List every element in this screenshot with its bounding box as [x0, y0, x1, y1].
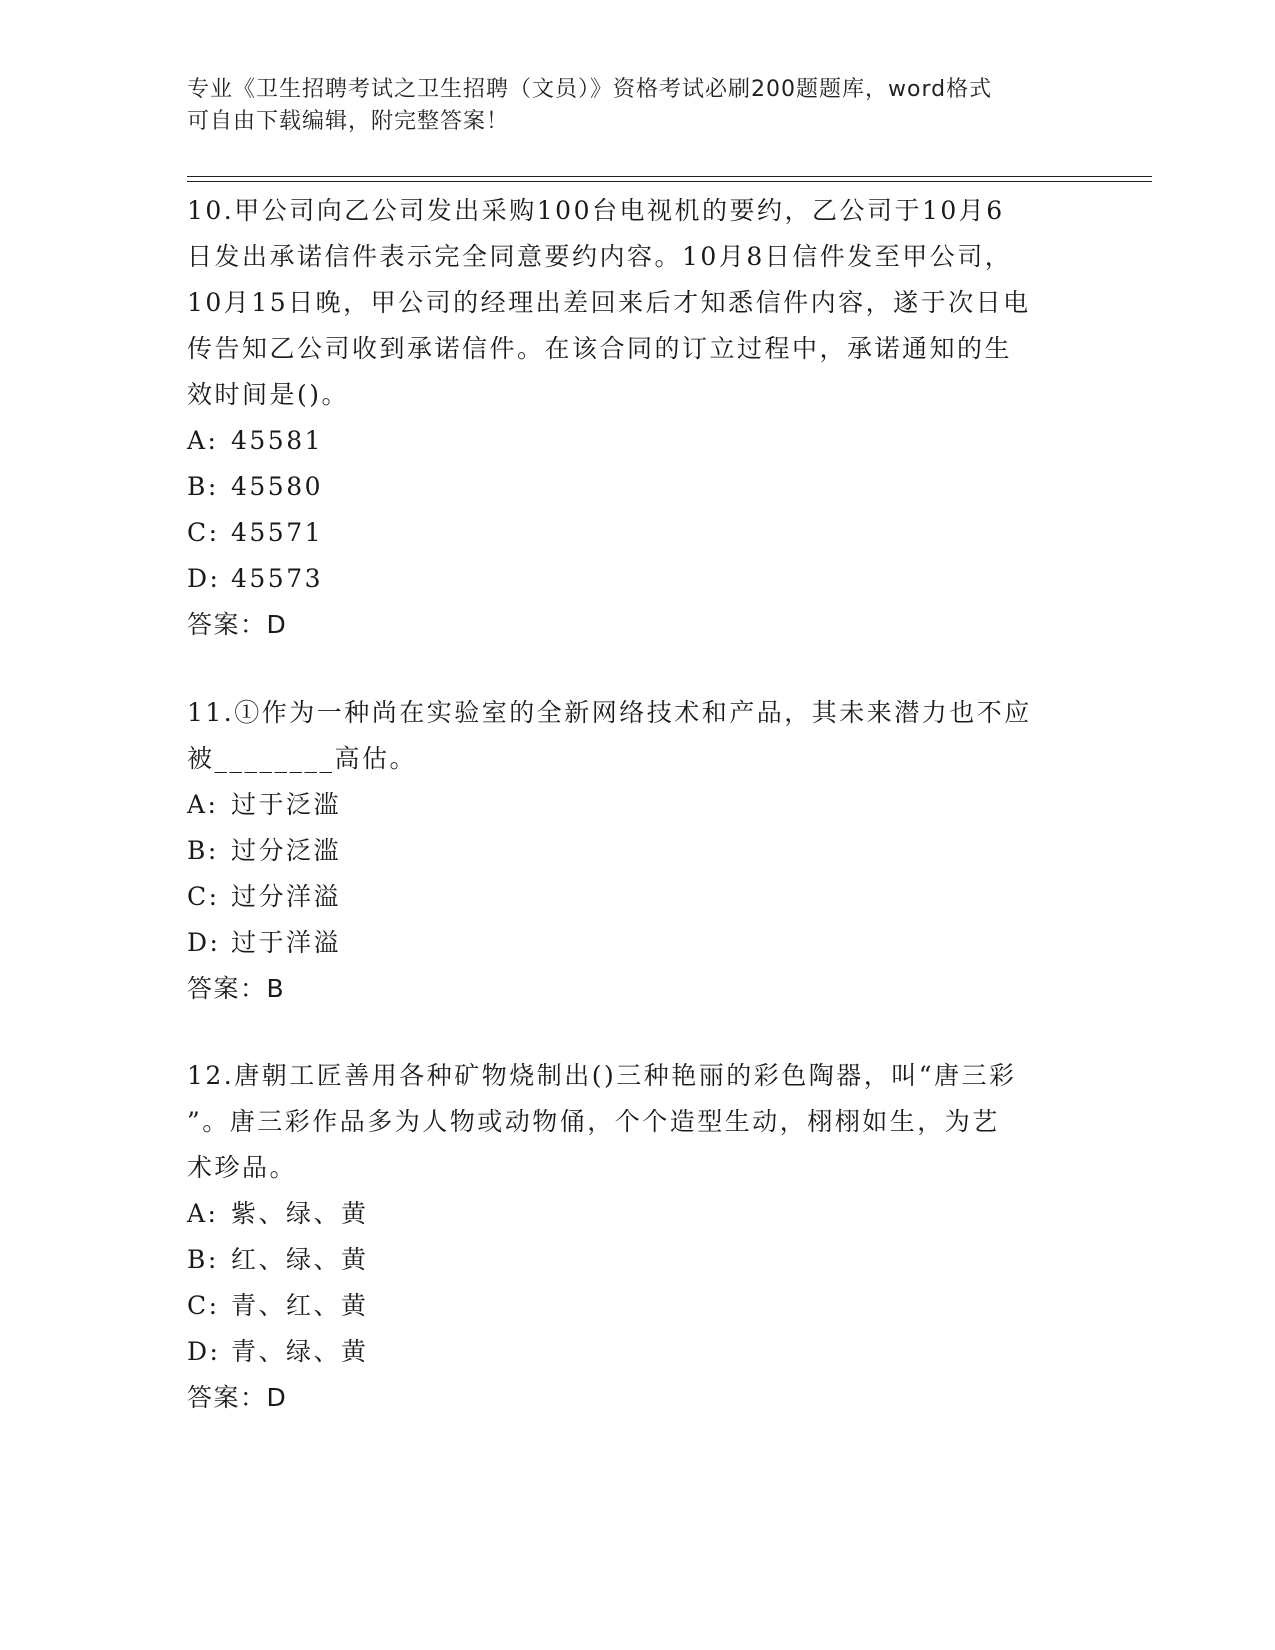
- option-text: 青、绿、黄: [231, 1337, 369, 1366]
- option-key: C:: [187, 1291, 220, 1320]
- header-line-1: 专业《卫生招聘考试之卫生招聘（文员）》资格考试必刷200题题库，word格式: [187, 77, 993, 102]
- answer-label: 答案：D: [187, 610, 288, 639]
- option-text: 过分泛滥: [231, 836, 342, 865]
- option-key: D:: [187, 928, 221, 957]
- question-stem-line: ”。唐三彩作品多为人物或动物俑，个个造型生动，栩栩如生，为艺: [187, 1107, 1000, 1136]
- option-d: [187, 556, 1087, 602]
- option-text: 45573: [231, 564, 324, 593]
- option-d: [187, 920, 1087, 966]
- option-key: A:: [187, 426, 219, 455]
- option-text: 45571: [231, 518, 324, 547]
- option-b: [187, 828, 1087, 874]
- header-divider-bottom: [187, 181, 1152, 182]
- document-header: [187, 74, 1067, 138]
- option-a: [187, 1191, 1087, 1237]
- option-b: [187, 464, 1087, 510]
- question-12: [187, 1053, 1087, 1421]
- option-text: 过分洋溢: [231, 882, 342, 911]
- option-text: 45581: [231, 426, 324, 455]
- option-text: 紫、绿、黄: [231, 1199, 369, 1228]
- option-key: B:: [187, 836, 219, 865]
- question-stem-line: 日发出承诺信件表示完全同意要约内容。10月8日信件发至甲公司，: [187, 242, 1013, 271]
- header-divider-top: [187, 176, 1152, 177]
- question-10: [187, 188, 1087, 648]
- option-c: [187, 510, 1087, 556]
- option-b: [187, 1237, 1087, 1283]
- option-text: 青、红、黄: [231, 1291, 369, 1320]
- option-key: D:: [187, 564, 221, 593]
- question-stem-line: 10月15日晚，甲公司的经理出差回来后才知悉信件内容，遂于次日电: [187, 288, 1031, 317]
- question-stem-line: 术珍品。: [187, 1153, 298, 1182]
- option-key: C:: [187, 882, 220, 911]
- answer-label: 答案：B: [187, 974, 286, 1003]
- option-d: [187, 1329, 1087, 1375]
- option-text: 过于洋溢: [231, 928, 342, 957]
- question-stem-line: 10.甲公司向乙公司发出采购100台电视机的要约，乙公司于10月6: [187, 196, 1005, 225]
- option-key: A:: [187, 1199, 219, 1228]
- option-a: [187, 782, 1087, 828]
- question-stem-line: 12.唐朝工匠善用各种矿物烧制出()三种艳丽的彩色陶器，叫“唐三彩: [187, 1061, 1017, 1090]
- option-text: 红、绿、黄: [231, 1245, 369, 1274]
- answer-label: 答案：D: [187, 1383, 288, 1412]
- option-key: B:: [187, 472, 219, 501]
- option-key: B:: [187, 1245, 219, 1274]
- option-key: D:: [187, 1337, 221, 1366]
- option-text: 过于泛滥: [231, 790, 342, 819]
- question-stem-line: 11.①作为一种尚在实验室的全新网络技术和产品，其未来潜力也不应: [187, 698, 1032, 727]
- option-c: [187, 1283, 1087, 1329]
- question-stem-line: 传告知乙公司收到承诺信件。在该合同的订立过程中，承诺通知的生: [187, 334, 1013, 363]
- option-text: 45580: [231, 472, 324, 501]
- question-stem-line: 被________高估。: [187, 744, 418, 773]
- question-11: [187, 690, 1087, 1012]
- option-c: [187, 874, 1087, 920]
- option-key: C:: [187, 518, 220, 547]
- question-stem-line: 效时间是()。: [187, 380, 350, 409]
- option-key: A:: [187, 790, 219, 819]
- header-line-2: 可自由下载编辑，附完整答案！: [187, 109, 510, 134]
- option-a: [187, 418, 1087, 464]
